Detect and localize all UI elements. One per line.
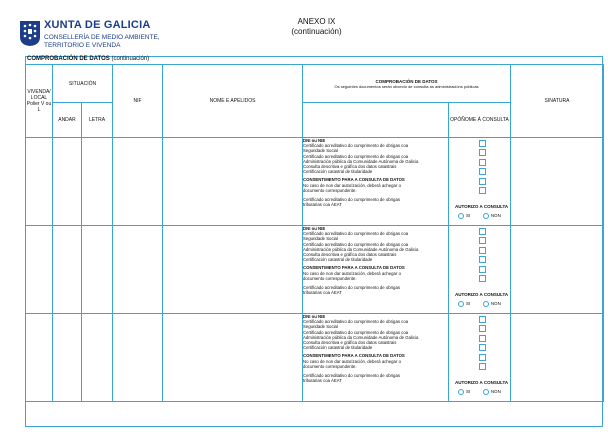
authorize-label: AUTORIZO A CONSULTA <box>455 292 509 297</box>
page-header <box>0 0 615 58</box>
nif-cell[interactable] <box>113 138 163 226</box>
col-documents <box>303 103 449 138</box>
checkbox[interactable] <box>479 140 486 147</box>
radio-si[interactable] <box>458 213 464 219</box>
checkbox[interactable] <box>479 247 486 254</box>
authorize-label: AUTORIZO A CONSULTA <box>455 204 509 209</box>
checkbox[interactable] <box>479 187 486 194</box>
col-situacion: SITUACIÓN <box>53 65 113 103</box>
vivenda-cell[interactable] <box>26 138 53 226</box>
data-table <box>25 64 604 402</box>
letra-cell[interactable] <box>82 138 113 226</box>
nome-cell[interactable] <box>163 314 303 402</box>
vivenda-cell[interactable] <box>26 314 53 402</box>
radio-si[interactable] <box>458 301 464 307</box>
checkbox[interactable] <box>479 335 486 342</box>
checkbox[interactable] <box>479 256 486 263</box>
signature-cell[interactable] <box>511 138 604 226</box>
table-row <box>26 138 604 226</box>
table-row <box>26 226 604 314</box>
checkbox[interactable] <box>479 363 486 370</box>
nif-cell[interactable] <box>113 314 163 402</box>
checkbox[interactable] <box>479 159 486 166</box>
checkbox[interactable] <box>479 149 486 156</box>
opposition-cell <box>449 138 511 226</box>
authorize-radio-group: SI NON <box>458 213 501 219</box>
nome-cell[interactable] <box>163 138 303 226</box>
documents-list: DNI ou NIE Certificado acreditativo do cumprimento de obrigas coa Seguridade Social Certificado acreditativo do cumprimento de obrigas coa Administración pública da Comunidade Autónoma de Galicia Consulta descritiva e gráfica dos datos catastrais Certificación catastral de titularidade CONSENTIMENTO PARA A CONSULTA DE DATOS No caso de non dar autorización, deberá achegar o documento correspondente. Certificado acreditativo do cumprimento de obrigas tributarias coa AEAT <box>303 314 449 402</box>
checkbox[interactable] <box>479 344 486 351</box>
form-title: COMPROBACIÓN DE DATOS (continuación) <box>27 56 150 62</box>
checkbox[interactable] <box>479 228 486 235</box>
checkbox[interactable] <box>479 275 486 282</box>
radio-non[interactable] <box>483 389 489 395</box>
opposition-cell <box>449 314 511 402</box>
col-letra: LETRA <box>82 103 113 138</box>
radio-non[interactable] <box>483 213 489 219</box>
checkbox[interactable] <box>479 316 486 323</box>
letra-cell[interactable] <box>82 314 113 402</box>
col-oponme: OPÓÑOME Á CONSULTA <box>449 103 511 138</box>
documents-list: DNI ou NIE Certificado acreditativo do cumprimento de obrigas coa Seguridade Social Certificado acreditativo do cumprimento de obrigas coa Administración pública da Comunidade Autónoma de Galicia Consulta descritiva e gráfica dos datos catastrais Certificación catastral de titularidade CONSENTIMENTO PARA A CONSULTA DE DATOS No caso de non dar autorización, deberá achegar o documento correspondente. Certificado acreditativo do cumprimento de obrigas tributarias coa AEAT <box>303 226 449 314</box>
nome-cell[interactable] <box>163 226 303 314</box>
checkbox[interactable] <box>479 325 486 332</box>
col-nif: NIF <box>113 65 163 138</box>
andar-cell[interactable] <box>53 314 82 402</box>
col-vivenda: VIVENDA/ LOCAL Polier V ou L <box>26 65 53 138</box>
col-comprobacion: COMPROBACIÓN DE DATOS Os seguintes documentos serán obxecto de consulta ás administracións públicas <box>303 65 511 103</box>
org-subtitle: CONSELLERÍA DE MEDIO AMBIENTE, TERRITORIO E VIVENDA <box>44 34 160 49</box>
signature-cell[interactable] <box>511 226 604 314</box>
andar-cell[interactable] <box>53 226 82 314</box>
checkbox[interactable] <box>479 237 486 244</box>
radio-non[interactable] <box>483 301 489 307</box>
checkbox[interactable] <box>479 168 486 175</box>
opposition-cell <box>449 226 511 314</box>
authorize-radio-group: SI NON <box>458 301 501 307</box>
checkbox[interactable] <box>479 354 486 361</box>
col-andar: ANDAR <box>53 103 82 138</box>
col-sinatura: SINATURA <box>511 65 604 138</box>
table-row <box>26 314 604 402</box>
checkbox[interactable] <box>479 178 486 185</box>
org-name: XUNTA DE GALICIA <box>44 19 151 31</box>
signature-cell[interactable] <box>511 314 604 402</box>
letra-cell[interactable] <box>82 226 113 314</box>
radio-si[interactable] <box>458 389 464 395</box>
documents-list: DNI ou NIE Certificado acreditativo do cumprimento de obrigas coa Seguridade Social Certificado acreditativo do cumprimento de obrigas coa Administración pública da Comunidade Autónoma de Galicia Consulta descritiva e gráfica dos datos catastrais Certificación catastral de titularidade CONSENTIMENTO PARA A CONSULTA DE DATOS No caso de non dar autorización, deberá achegar o documento correspondente. Certificado acreditativo do cumprimento de obrigas tributarias coa AEAT <box>303 138 449 226</box>
checkbox[interactable] <box>479 266 486 273</box>
authorize-radio-group: SI NON <box>458 389 501 395</box>
andar-cell[interactable] <box>53 138 82 226</box>
nif-cell[interactable] <box>113 226 163 314</box>
col-nome: NOME E APELIDOS <box>163 65 303 138</box>
authorize-label: AUTORIZO A CONSULTA <box>455 380 509 385</box>
annex-heading: ANEXO IX (continuación) <box>291 17 342 36</box>
vivenda-cell[interactable] <box>26 226 53 314</box>
